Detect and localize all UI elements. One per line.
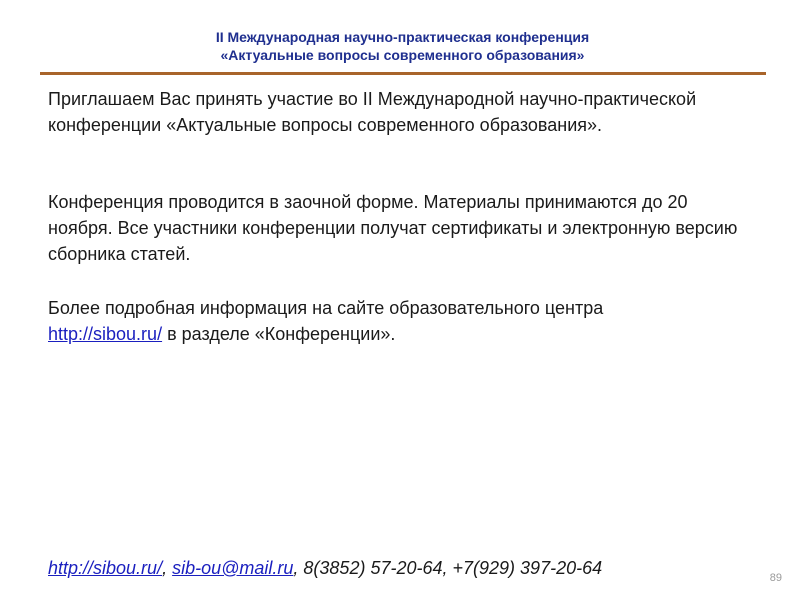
contacts-footer: [48, 556, 602, 580]
page-number: 89: [769, 572, 782, 584]
slide-title-line-1: II Международная научно-практическая конференция: [215, 29, 590, 45]
title-divider: [40, 72, 766, 75]
invitation-paragraph: Приглашаем Вас принять участие во II Международной научно-практической конференции «Актуальные вопросы современного образования».: [48, 89, 697, 135]
slide-title: [40, 28, 765, 64]
more-info-section-text: в разделе «Конференции».: [162, 324, 396, 344]
slide-title-line-2: «Актуальные вопросы современного образования»: [220, 47, 585, 63]
conference-details-paragraph: Конференция проводится в заочной форме. Материалы принимаются до 20 ноября. Все участники конференции получат сертификаты и электронную версию сборника статей.: [48, 192, 738, 264]
footer-website-link[interactable]: http://sibou.ru/: [48, 558, 163, 578]
more-info-paragraph: [48, 295, 738, 347]
footer-email-link[interactable]: sib-ou@mail.ru: [172, 558, 294, 578]
footer-phones: , 8(3852) 57-20-64, +7(929) 397-20-64: [293, 558, 603, 578]
website-link[interactable]: http://sibou.ru/: [48, 324, 163, 344]
footer-separator: ,: [162, 558, 173, 578]
more-info-text: Более подробная информация на сайте образовательного центра: [48, 298, 604, 318]
